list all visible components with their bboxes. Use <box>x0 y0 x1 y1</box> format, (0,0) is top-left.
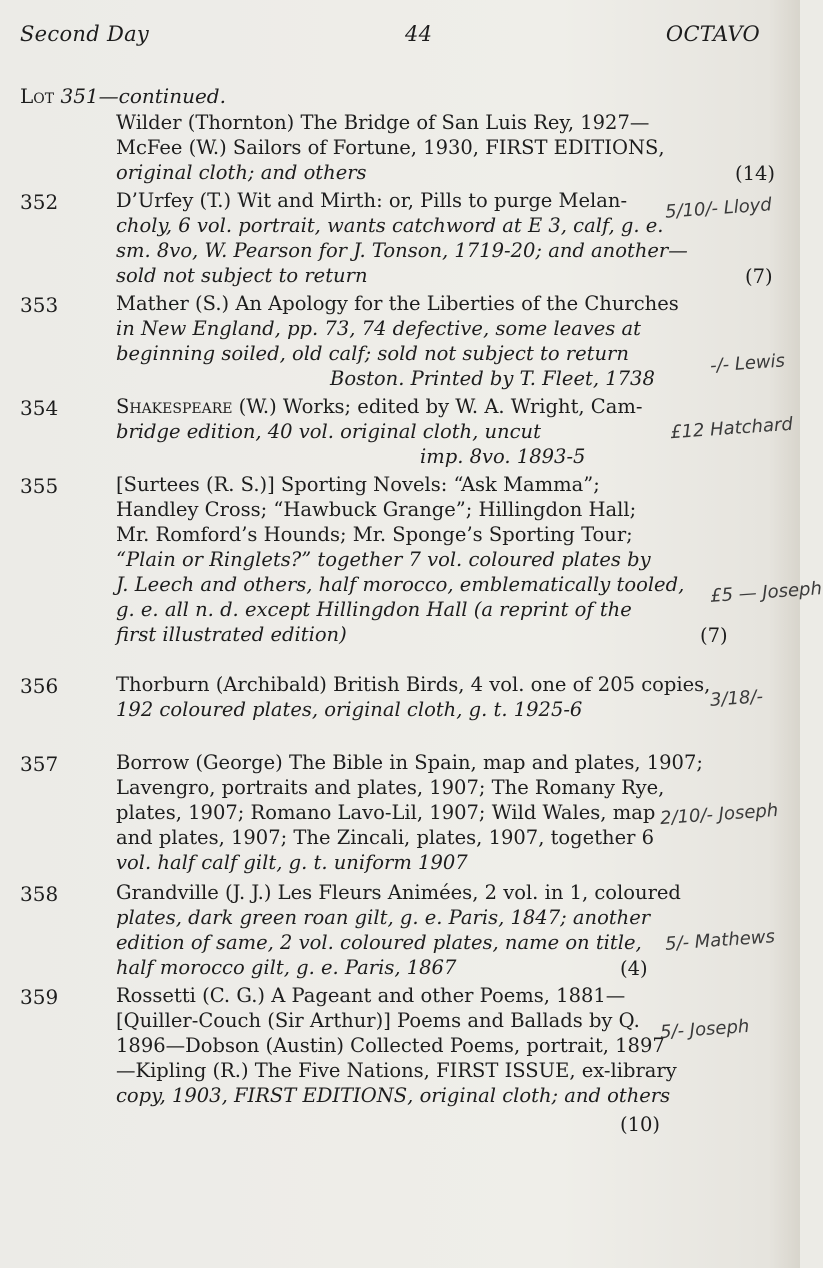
handwritten-price-note: 3/18/- <box>709 686 764 711</box>
handwritten-price-note: £5 — Joseph <box>709 578 823 607</box>
entry-line: —Kipling (R.) The Five Nations, FIRST ISSUE, ex-library <box>116 1059 677 1082</box>
entry-line: g. e. all n. d. except Hillingdon Hall (a reprint of the <box>116 598 632 621</box>
entry-line: Wilder (Thornton) The Bridge of San Luis Rey, 1927— <box>116 111 650 134</box>
entry-line: 192 coloured plates, original cloth, g. t. 1925-6 <box>116 698 583 721</box>
entry-line: J. Leech and others, half morocco, emblematically tooled, <box>116 573 685 596</box>
header-day: Second Day <box>20 22 150 46</box>
entry-line: edition of same, 2 vol. coloured plates, name on title, <box>116 931 642 954</box>
handwritten-price-note: 5/- Mathews <box>664 926 776 955</box>
entry-line: [Quiller-Couch (Sir Arthur)] Poems and Ballads by Q. <box>116 1009 640 1032</box>
entry-line: “Plain or Ringlets?” together 7 vol. coloured plates by <box>116 548 651 571</box>
entry-line: Handley Cross; “Hawbuck Grange”; Hillingdon Hall; <box>116 498 637 521</box>
entry-line: original cloth; and others <box>116 161 367 184</box>
entry-line: choly, 6 vol. portrait, wants catchword at E 3, calf, g. e. <box>116 214 664 237</box>
lot-number: 353 <box>20 293 59 317</box>
lot-quantity: (14) <box>735 162 776 185</box>
entry-line: Grandville (J. J.) Les Fleurs Animées, 2 vol. in 1, coloured <box>116 881 681 904</box>
entry-line: [Surtees (R. S.)] Sporting Novels: “Ask Mamma”; <box>116 473 600 496</box>
entry-line: sold not subject to return <box>116 264 368 287</box>
entry-line: plates, 1907; Romano Lavo-Lil, 1907; Wild Wales, map <box>116 801 656 824</box>
page-header <box>20 22 760 52</box>
lot-number: 354 <box>20 396 59 420</box>
entry-line: 1896—Dobson (Austin) Collected Poems, portrait, 1897 <box>116 1034 665 1057</box>
entry-line: and plates, 1907; The Zincali, plates, 1907, together 6 <box>116 826 655 849</box>
handwritten-price-note: £12 Hatchard <box>669 413 794 444</box>
lot-number: 358 <box>20 882 59 906</box>
lot-word: Lot <box>20 84 55 108</box>
entry-line: Boston. Printed by T. Fleet, 1738 <box>330 367 655 390</box>
page-number: 44 <box>405 22 433 46</box>
entry-line: McFee (W.) Sailors of Fortune, 1930, FIRST EDITIONS, <box>116 136 665 159</box>
lot-number: 359 <box>20 985 59 1009</box>
lot-quantity: (4) <box>620 957 648 980</box>
handwritten-price-note: 2/10/- Joseph <box>659 799 779 830</box>
entry-line: half morocco gilt, g. e. Paris, 1867 <box>116 956 457 979</box>
entry-line: Thorburn (Archibald) British Birds, 4 vol. one of 205 copies, <box>116 673 711 696</box>
lot-number: 355 <box>20 474 59 498</box>
lot-number: 357 <box>20 752 59 776</box>
entry-line: copy, 1903, FIRST EDITIONS, original cloth; and others <box>116 1084 671 1107</box>
entry-line: in New England, pp. 73, 74 defective, some leaves at <box>116 317 641 340</box>
entry-line: imp. 8vo. 1893-5 <box>420 445 586 468</box>
entry-line: beginning soiled, old calf; sold not subject to return <box>116 342 629 365</box>
lot-continued: 351—continued. <box>60 84 226 108</box>
header-format: OCTAVO <box>665 22 760 46</box>
entry-line: Mather (S.) An Apology for the Liberties of the Churches <box>116 292 679 315</box>
lot-number: 352 <box>20 190 59 214</box>
lot-number: 356 <box>20 674 59 698</box>
entry-line: plates, dark green roan gilt, g. e. Paris, 1847; another <box>116 906 651 929</box>
handwritten-price-note: 5/10/- Lloyd <box>664 194 773 223</box>
lot-quantity: (10) <box>620 1113 661 1136</box>
handwritten-price-note: 5/- Joseph <box>659 1015 750 1044</box>
entry-line: Mr. Romford’s Hounds; Mr. Sponge’s Sporting Tour; <box>116 523 633 546</box>
entry-line: vol. half calf gilt, g. t. uniform 1907 <box>116 851 468 874</box>
entry-line: first illustrated edition) <box>116 623 347 646</box>
entry-line: sm. 8vo, W. Pearson for J. Tonson, 1719-20; and another— <box>116 239 688 262</box>
entry-line: Shakespeare (W.) Works; edited by W. A. Wright, Cam- <box>116 395 643 418</box>
lot-quantity: (7) <box>700 624 728 647</box>
entry-line: Lavengro, portraits and plates, 1907; The Romany Rye, <box>116 776 665 799</box>
entry-line: bridge edition, 40 vol. original cloth, uncut <box>116 420 541 443</box>
lot-continued-heading <box>20 84 226 108</box>
handwritten-price-note: -/- Lewis <box>709 350 786 377</box>
entry-line: Borrow (George) The Bible in Spain, map and plates, 1907; <box>116 751 703 774</box>
entry-line: D’Urfey (T.) Wit and Mirth: or, Pills to purge Melan- <box>116 189 628 212</box>
entry-line: Rossetti (C. G.) A Pageant and other Poems, 1881— <box>116 984 626 1007</box>
lot-quantity: (7) <box>745 265 773 288</box>
